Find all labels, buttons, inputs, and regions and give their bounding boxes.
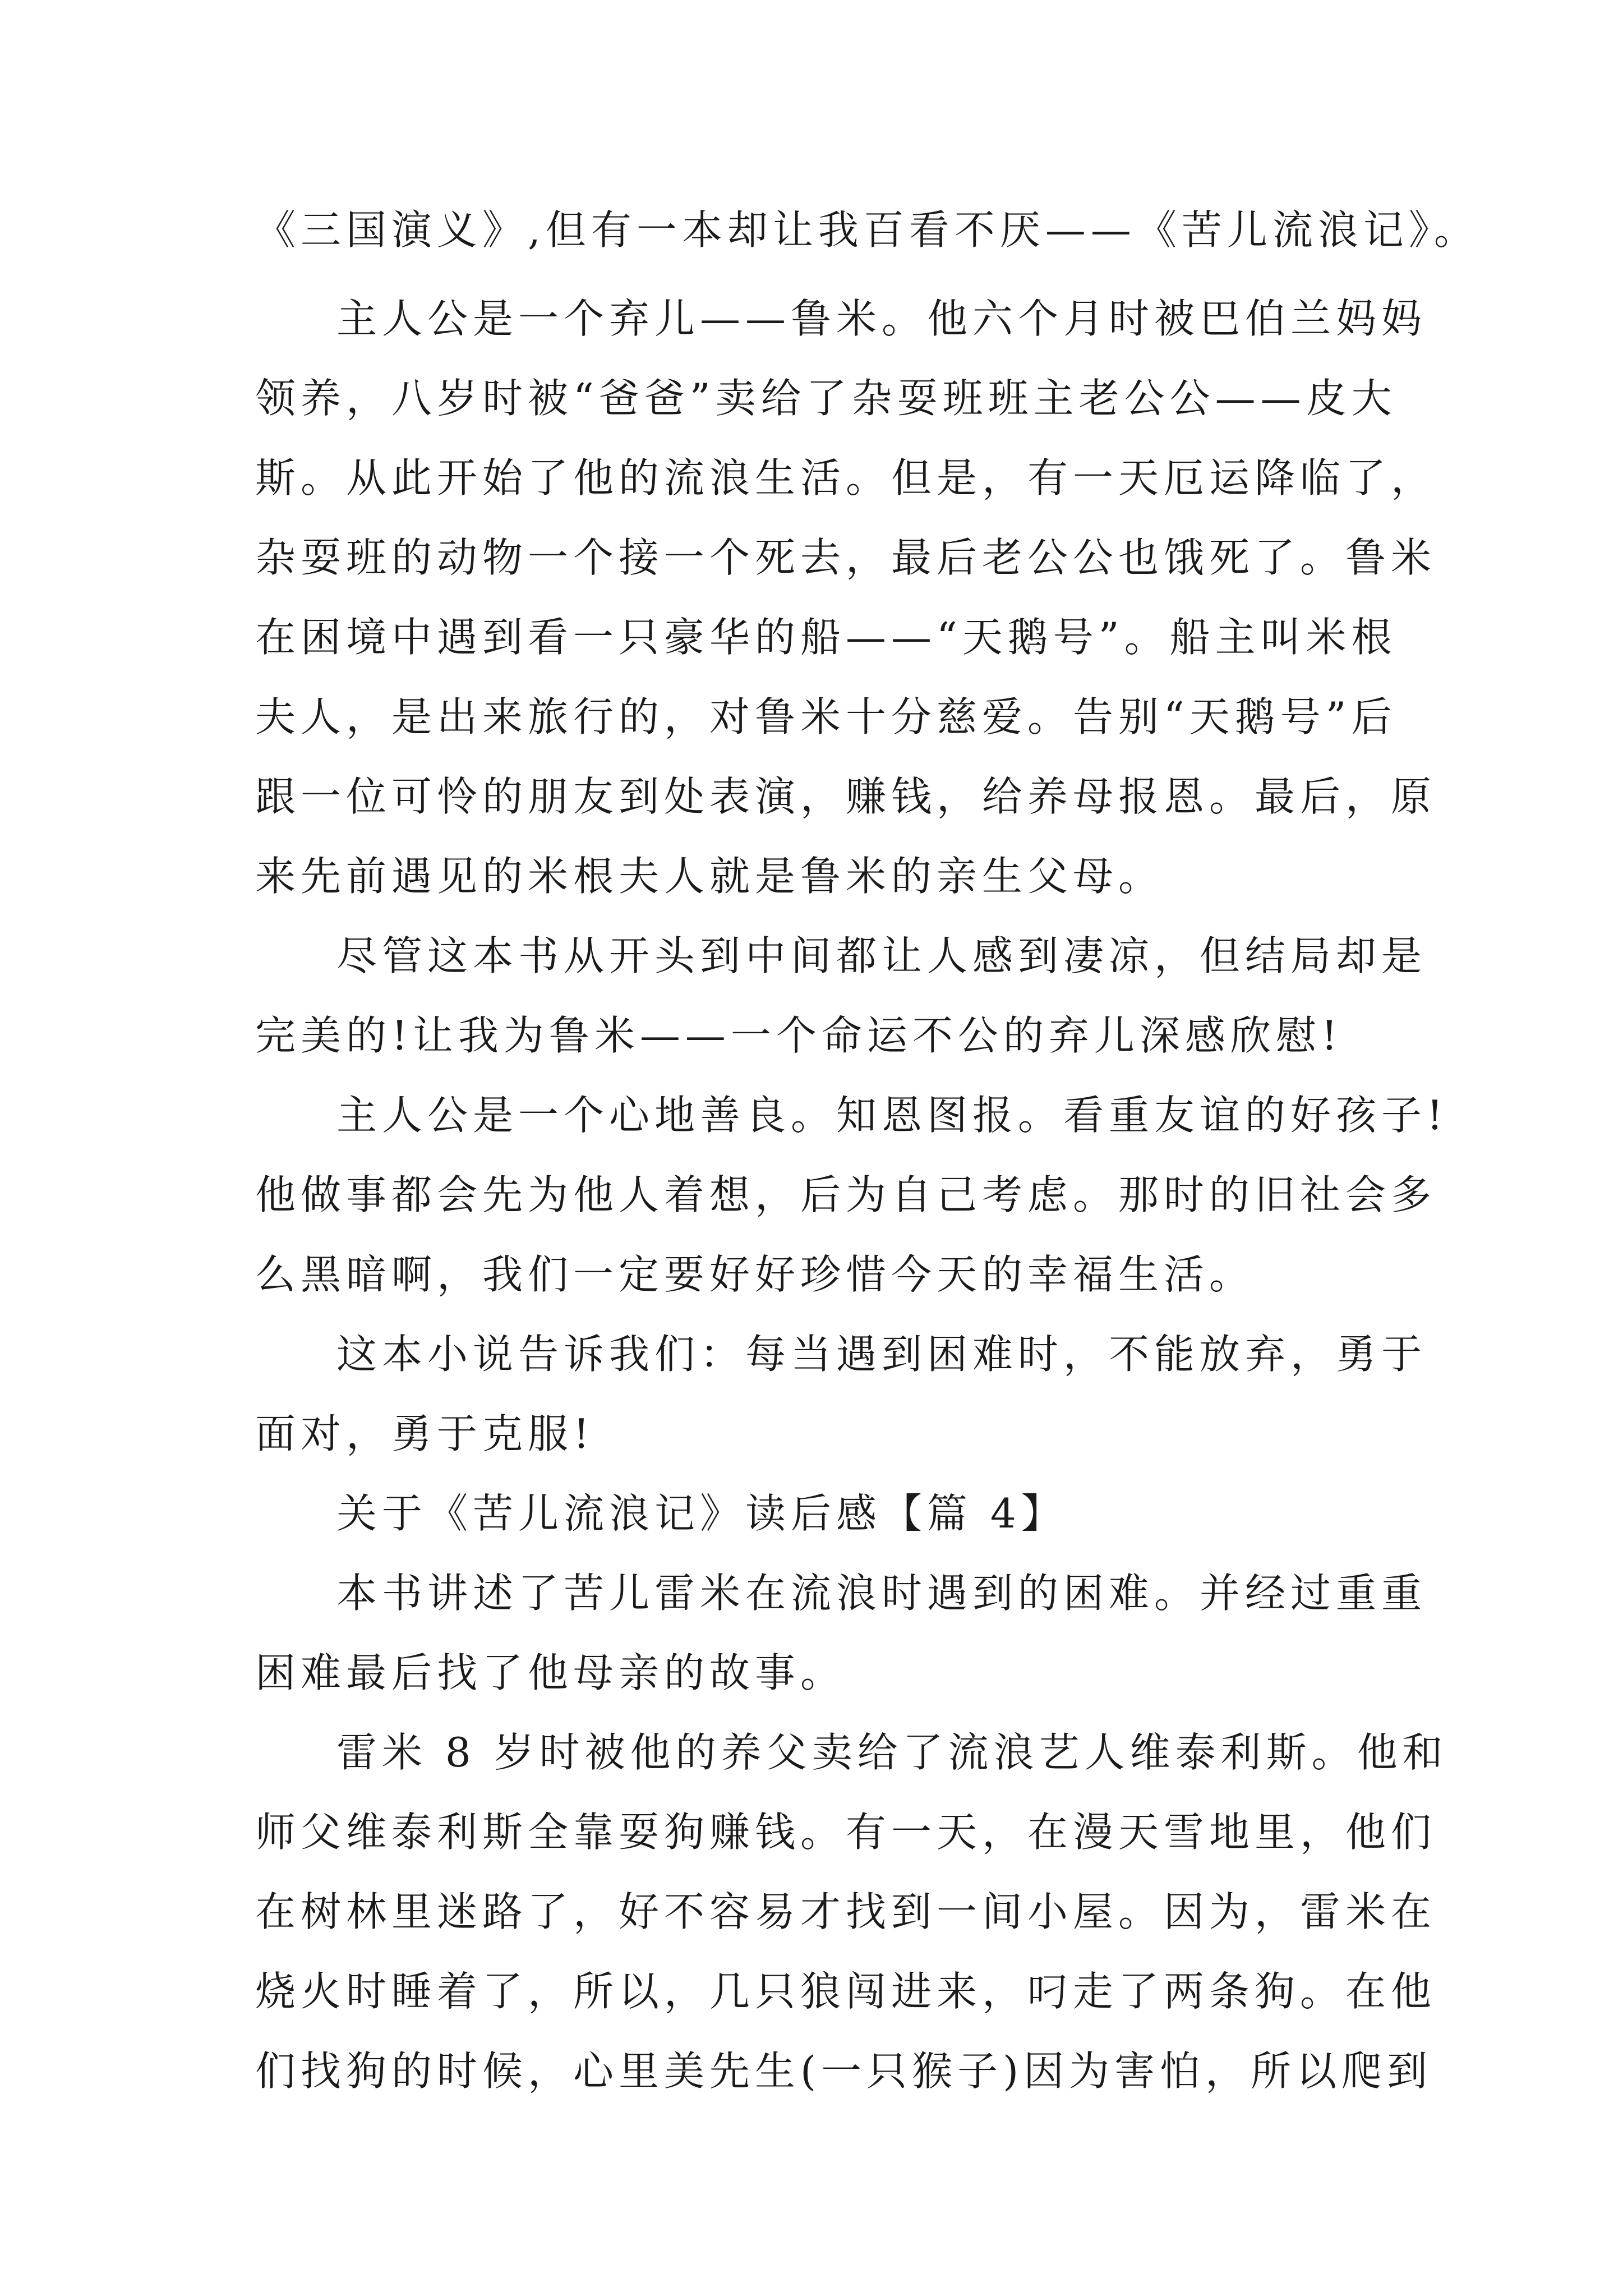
paragraph-start-line: 这本小说告诉我们：每当遇到困难时，不能放弃，勇于	[336, 1331, 1427, 1378]
text-line: 跟一位可怜的朋友到处表演，赚钱，给养母报恩。最后，原	[255, 773, 1437, 820]
text-line: 师父维泰利斯全靠耍狗赚钱。有一天，在漫天雪地里，他们	[255, 1809, 1437, 1856]
text-line: 烧火时睡着了，所以，几只狼闯进来，叼走了两条狗。在他	[255, 1968, 1437, 2015]
text-line: 夫人，是出来旅行的，对鲁米十分慈爱。告别“天鹅号”后	[255, 693, 1397, 740]
paragraph-start-line: 尽管这本书从开头到中间都让人感到凄凉，但结局却是	[336, 932, 1427, 979]
text-line: 斯。从此开始了他的流浪生活。但是，有一天厄运降临了，	[255, 454, 1437, 501]
text-line: 面对，勇于克服!	[255, 1410, 594, 1457]
text-line: 领养，八岁时被“爸爸”卖给了杂耍班班主老公公——皮大	[255, 375, 1397, 422]
text-line: 在树林里迷路了，好不容易才找到一间小屋。因为，雷米在	[255, 1888, 1437, 1935]
text-line: 完美的!让我为鲁米——一个命运不公的弃儿深感欣慰!	[255, 1012, 1343, 1059]
text-line: 《三国演义》,但有一本却让我百看不厌——《苦儿流浪记》。	[255, 206, 1479, 254]
text-line: 困难最后找了他母亲的故事。	[255, 1649, 846, 1696]
paragraph-start-line: 雷米 8 岁时被他的养父卖给了流浪艺人维泰利斯。他和	[336, 1729, 1448, 1776]
section-heading: 关于《苦儿流浪记》读后感【篇 4】	[336, 1490, 1067, 1537]
paragraph-start-line: 主人公是一个心地善良。知恩图报。看重友谊的好孩子!	[336, 1092, 1448, 1139]
text-line: 在困境中遇到看一只豪华的船——“天鹅号”。船主叫米根	[255, 614, 1397, 661]
text-line: 们找狗的时候，心里美先生(一只猴子)因为害怕，所以爬到	[255, 2047, 1433, 2095]
paragraph-start-line: 主人公是一个弃儿——鲁米。他六个月时被巴伯兰妈妈	[336, 295, 1427, 342]
text-line: 杂耍班的动物一个接一个死去，最后老公公也饿死了。鲁米	[255, 534, 1437, 581]
text-line: 么黑暗啊，我们一定要好好珍惜今天的幸福生活。	[255, 1251, 1255, 1298]
text-line: 来先前遇见的米根夫人就是鲁米的亲生父母。	[255, 853, 1164, 900]
paragraph-start-line: 本书讲述了苦儿雷米在流浪时遇到的困难。并经过重重	[336, 1570, 1427, 1617]
text-line: 他做事都会先为他人着想，后为自己考虑。那时的旧社会多	[255, 1171, 1437, 1218]
